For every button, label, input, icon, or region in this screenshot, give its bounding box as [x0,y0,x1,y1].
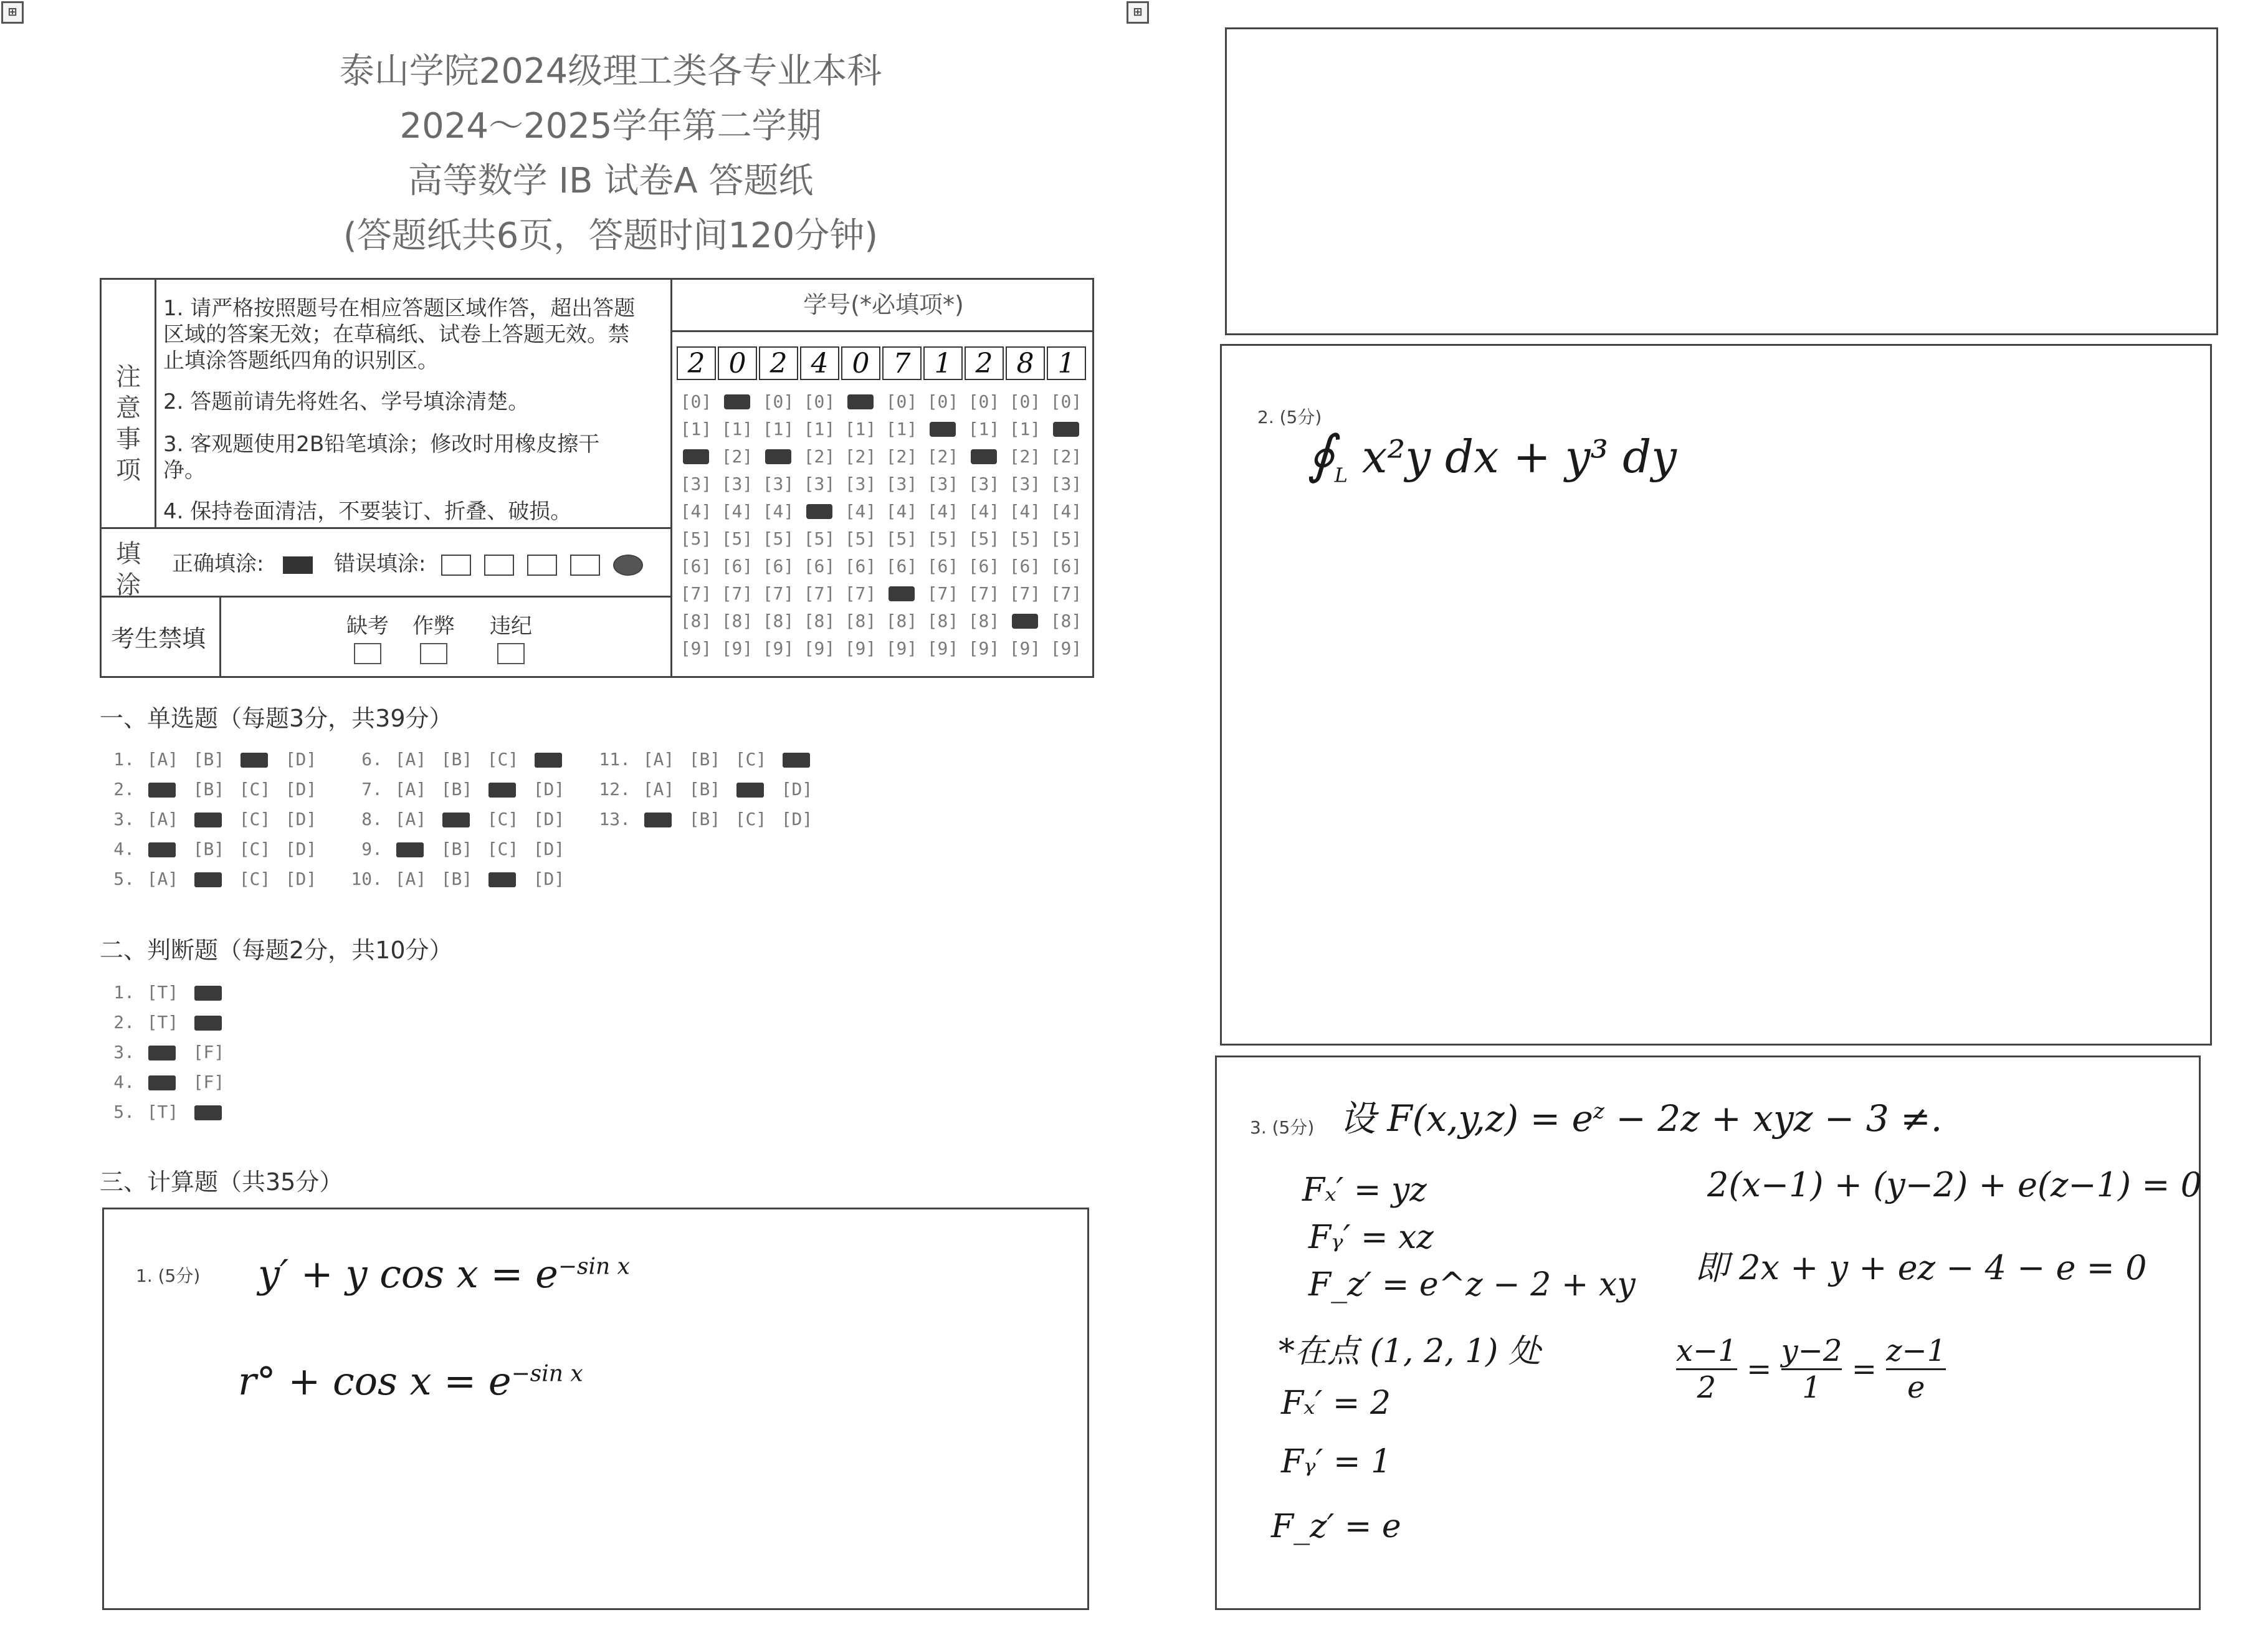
calc-q3-step: *在点 (1, 2, 1) 处 [1279,1333,1541,1370]
single-choice-question [596,779,825,799]
question-number: 4. [113,1072,135,1092]
violation-checkbox [497,643,525,664]
option-bubble: [B] [193,779,225,799]
option-bubble [393,839,429,859]
question-number: 1. [113,749,135,770]
question-number: 6. [361,749,383,770]
correct-fill-label: 正确填涂: [172,551,313,577]
cheat-checkbox [420,643,447,664]
option-bubble: [B] [441,839,473,859]
calc-q3-step: F_z′ = e [1271,1508,1401,1545]
question-number: 5. [113,1102,135,1122]
student-id-bubble: [5] [1050,528,1082,549]
option-bubble: [D] [533,869,565,889]
student-id-bubble: [8] [1050,611,1082,631]
option-bubble: [D] [285,749,317,770]
student-id-digit: 1 [1047,346,1086,380]
question-number: 11. [599,749,631,770]
student-id-bubble: [5] [1009,528,1041,549]
student-id-bubble: [9] [803,638,836,659]
student-id-bubble [1008,611,1042,632]
true-false-title: 二、判断题（每题2分，共10分） [100,937,453,964]
student-id-bubble: [5] [721,528,753,549]
student-id-bubble: [6] [885,556,918,576]
student-id-bubble: [7] [803,583,836,604]
student-id-bubble: [7] [680,583,712,604]
option-bubble: [D] [533,809,565,829]
student-id-bubble [1049,419,1083,440]
student-id-bubble: [3] [803,474,836,494]
student-id-bubble [926,419,960,440]
student-id-bubble: [9] [762,638,794,659]
option-bubble: [D] [781,779,813,799]
option-bubble: [B] [688,749,721,770]
student-id-bubble: [0] [803,391,836,412]
true-false-question [100,1072,237,1092]
calc-q3-step: Fᵧ′ = 1 [1281,1443,1392,1480]
corner-mark-top-center: ⊞ [1127,1,1149,24]
calc-q3-label: 3. (5分) [1250,1117,1315,1138]
student-id-bubble: [8] [680,611,712,631]
student-id-bubble: [2] [1050,446,1082,467]
student-id-bubble [761,446,795,467]
question-number: 4. [113,839,135,859]
option-bubble [485,779,521,799]
option-bubble: [D] [285,839,317,859]
calc-q3-normal-line: $\frac{x-1}{2}$ = $\frac{y-2}{1}$ = $\frac{z-1}{e}$ [1676,1333,1946,1405]
forbidden-label: 考生禁填 [111,625,206,652]
student-id-bubble: [5] [680,528,712,549]
student-id-bubble: [5] [885,528,918,549]
calc-q2-label: 2. (5分) [1257,407,1322,427]
student-id-bubble: [9] [680,638,712,659]
header-line-1: 泰山学院2024级理工类各专业本科 [339,51,882,92]
student-id-bubble: [8] [968,611,1000,631]
question-number: 2. [113,779,135,799]
option-bubble: [A] [146,809,179,829]
student-id-bubble: [0] [1009,391,1041,412]
true-false-question [100,1012,237,1032]
student-id-bubble: [3] [680,474,712,494]
option-bubble: [A] [394,869,427,889]
student-id-bubble: [1] [721,419,753,439]
option-bubble: [T] [146,1102,179,1122]
option-bubble [439,809,475,829]
student-id-bubble: [5] [844,528,877,549]
question-number: 3. [113,809,135,829]
header-line-3: 高等数学 IB 试卷A 答题纸 [407,161,814,201]
student-id-digit: 8 [1006,346,1045,380]
option-bubble: [T] [146,1012,179,1032]
true-false-question [100,1102,237,1122]
option-bubble: [D] [533,839,565,859]
option-bubble: [B] [193,839,225,859]
student-id-bubble: [9] [927,638,959,659]
option-bubble: [B] [193,749,225,770]
option-bubble [485,869,521,889]
student-id-bubble: [7] [844,583,877,604]
student-id-bubble: [6] [721,556,753,576]
option-bubble: [B] [441,749,473,770]
student-id-label: 学号(*必填项*) [803,291,964,318]
student-id-digit: 7 [882,346,922,380]
option-bubble: [D] [285,869,317,889]
option-bubble: [C] [239,779,271,799]
single-choice-question [348,749,577,770]
calc-q1-line2: $r^\circ + \cos x = e^{-sin x}$ [238,1358,583,1404]
option-bubble: [A] [642,749,675,770]
student-id-bubble: [7] [762,583,794,604]
student-id-bubble: [4] [1050,501,1082,522]
student-id-bubble: [7] [927,583,959,604]
student-id-bubble: [8] [844,611,877,631]
option-bubble: [C] [487,839,519,859]
student-id-bubble: [3] [1009,474,1041,494]
option-bubble: [B] [688,809,721,829]
option-bubble [191,809,227,829]
student-id-bubble: [6] [1050,556,1082,576]
student-id-bubble: [3] [968,474,1000,494]
student-id-bubble: [9] [721,638,753,659]
student-id-bubble: [4] [927,501,959,522]
calc-q3-intro: 设 $F(x,y,z) = e^z - 2z$ + xyz − 3 ≠. [1340,1097,1943,1140]
student-id-bubble: [2] [1009,446,1041,467]
question-number: 1. [113,982,135,1003]
option-bubble: [A] [394,749,427,770]
student-id-bubble: [4] [1009,501,1041,522]
student-id-bubble: [1] [844,419,877,439]
student-id-digit: 0 [841,346,880,380]
option-bubble: [C] [487,749,519,770]
student-id-bubble: [3] [1050,474,1082,494]
single-choice-question [596,809,825,829]
calc-q1-line1: y′ + y $\cos x = e^{-sin x}$ [258,1251,630,1297]
header-line-4: (答题纸共6页，答题时间120分钟) [343,216,879,256]
single-choice-question [100,779,329,799]
student-id-bubble: [0] [762,391,794,412]
single-choice-question [348,809,577,829]
student-id-bubble: [2] [721,446,753,467]
question-number: 8. [361,809,383,829]
option-bubble [191,1012,227,1032]
student-id-bubble: [3] [885,474,918,494]
calc-q1-label: 1. (5分) [136,1265,201,1286]
student-id-bubble: [3] [721,474,753,494]
notice-label: 注意事项 [116,363,141,485]
student-id-bubble [679,446,713,467]
student-id-bubble: [7] [721,583,753,604]
single-choice-question [100,869,329,889]
question-number: 12. [599,779,631,799]
violation-checkbox-group: 违纪 [474,613,548,665]
true-false-question [100,1042,237,1062]
option-bubble: [F] [193,1072,225,1092]
student-id-bubble: [4] [968,501,1000,522]
student-id-bubble: [2] [927,446,959,467]
student-id-bubble: [5] [803,528,836,549]
question-number: 5. [113,869,135,889]
student-id-bubble: [4] [844,501,877,522]
option-bubble: [D] [533,779,565,799]
student-id-bubble: [4] [762,501,794,522]
student-id-bubble: [1] [968,419,1000,439]
student-id-bubble: [4] [680,501,712,522]
student-id-bubble: [3] [927,474,959,494]
option-bubble: [C] [735,809,767,829]
student-id-bubble: [6] [803,556,836,576]
student-id-bubble: [9] [885,638,918,659]
student-id-bubble [844,391,877,412]
corner-mark-top-left: ⊞ [1,1,24,24]
student-id-bubble: [8] [885,611,918,631]
option-bubble: [A] [394,779,427,799]
single-choice-title: 一、单选题（每题3分，共39分） [100,705,453,732]
student-id-bubble: [1] [1009,419,1041,439]
cheat-checkbox-group: 作弊 [396,613,471,665]
option-bubble: [B] [441,869,473,889]
student-id-bubble: [1] [885,419,918,439]
student-id-bubble: [9] [1050,638,1082,659]
student-id-digit: 2 [965,346,1004,380]
single-choice-question [348,839,577,859]
student-id-bubble: [2] [885,446,918,467]
option-bubble: [D] [781,809,813,829]
student-id-digit: 0 [718,346,757,380]
option-bubble [145,1072,181,1092]
student-id-bubble: [9] [1009,638,1041,659]
answer-box-top-right [1225,27,2218,335]
option-bubble [531,749,567,770]
notice-item-2: 2. 答题前请先将姓名、学号填涂清楚。 [163,389,530,414]
student-id-bubble: [7] [1009,583,1041,604]
calc-q3-step: Fₓ′ = yz [1302,1171,1427,1209]
student-id-bubble: [7] [1050,583,1082,604]
student-id-bubble: [5] [762,528,794,549]
student-id-bubble [803,501,836,522]
option-bubble: [A] [642,779,675,799]
option-bubble: [A] [146,749,179,770]
true-false-question [100,982,237,1003]
calc-q2-expression: $∮_L$ x²y dx + y³ dy [1307,424,1677,487]
student-id-bubble: [9] [968,638,1000,659]
wrong-fill-label: 错误填涂: [334,551,643,577]
student-id-bubble: [3] [762,474,794,494]
option-bubble [237,749,273,770]
student-id-bubble: [1] [680,419,712,439]
notice-item-3: 3. 客观题使用2B铅笔填涂；修改时用橡皮擦干净。 [163,432,600,483]
student-id-bubble: [8] [762,611,794,631]
single-choice-question [100,749,329,770]
option-bubble [145,779,181,799]
single-choice-question [596,749,825,770]
calc-q3-step: Fₓ′ = 2 [1281,1385,1391,1422]
student-id-bubble: [4] [885,501,918,522]
student-id-digit: 4 [800,346,839,380]
student-id-digit: 2 [677,346,716,380]
notice-item-1: 1. 请严格按照题号在相应答题区域作答，超出答题区域的答案无效；在草稿纸、试卷上答题无效。禁止填涂答题纸四角的识别区。 [163,296,636,373]
option-bubble: [C] [239,839,271,859]
calc-q3-step: Fᵧ′ = xz [1308,1219,1434,1256]
option-bubble [191,1102,227,1122]
question-number: 10. [351,869,383,889]
student-id-bubble [885,583,918,604]
student-id-bubble: [1] [762,419,794,439]
single-choice-question [348,779,577,799]
student-id-bubble: [8] [803,611,836,631]
student-id-bubble: [4] [721,501,753,522]
option-bubble [145,839,181,859]
option-bubble [733,779,769,799]
option-bubble: [A] [394,809,427,829]
student-id-bubble: [0] [927,391,959,412]
question-number: 7. [361,779,383,799]
single-choice-question [348,869,577,889]
absent-checkbox [354,643,381,664]
student-id-bubble: [5] [968,528,1000,549]
calc-q3-step: F_z′ = e^z − 2 + xy [1308,1266,1636,1304]
option-bubble: [T] [146,982,179,1003]
student-id-bubble [967,446,1001,467]
single-choice-question [100,809,329,829]
student-id-bubble: [6] [927,556,959,576]
student-id-bubble: [5] [927,528,959,549]
option-bubble: [F] [193,1042,225,1062]
student-id-bubble: [1] [803,419,836,439]
calc-q3-plane-eq: 2(x−1) + (y−2) + e(z−1) = 0 [1707,1165,2203,1204]
student-id-bubble: [8] [927,611,959,631]
student-id-bubble: [6] [762,556,794,576]
option-bubble: [C] [239,809,271,829]
student-id-bubble: [6] [844,556,877,576]
option-bubble [191,982,227,1003]
student-id-bubble: [9] [844,638,877,659]
option-bubble [145,1042,181,1062]
student-id-bubble: [7] [968,583,1000,604]
question-number: 3. [113,1042,135,1062]
header-line-2: 2024～2025学年第二学期 [399,106,822,146]
student-id-bubble: [3] [844,474,877,494]
student-id-bubble: [2] [803,446,836,467]
option-bubble: [C] [487,809,519,829]
question-number: 2. [113,1012,135,1032]
student-id-digit: 1 [923,346,963,380]
question-number: 9. [361,839,383,859]
option-bubble: [B] [688,779,721,799]
student-id-bubble: [2] [844,446,877,467]
notice-item-4: 4. 保持卷面清洁，不要装订、折叠、破损。 [163,499,572,524]
student-id-digit: 2 [759,346,798,380]
student-id-bubble: [0] [1050,391,1082,412]
option-bubble: [D] [285,779,317,799]
fill-label: 填涂 [116,540,141,599]
single-choice-question [100,839,329,859]
option-bubble [191,869,227,889]
option-bubble: [D] [285,809,317,829]
student-id-bubble: [6] [968,556,1000,576]
student-id-bubble: [0] [680,391,712,412]
student-id-bubble: [6] [680,556,712,576]
student-id-bubble [720,391,754,412]
question-number: 13. [599,809,631,829]
option-bubble: [C] [735,749,767,770]
option-bubble [641,809,677,829]
student-id-bubble: [0] [968,391,1000,412]
calc-q3-plane-eq-simplified: 即 2x + y + ez − 4 − e = 0 [1695,1248,2147,1287]
student-id-bubble: [0] [885,391,918,412]
option-bubble: [C] [239,869,271,889]
calc-title: 三、计算题（共35分） [100,1168,343,1196]
option-bubble: [A] [146,869,179,889]
student-id-bubble: [6] [1009,556,1041,576]
student-id-bubble: [8] [721,611,753,631]
absent-checkbox-group: 缺考 [330,613,405,665]
option-bubble: [B] [441,779,473,799]
option-bubble [779,749,815,770]
